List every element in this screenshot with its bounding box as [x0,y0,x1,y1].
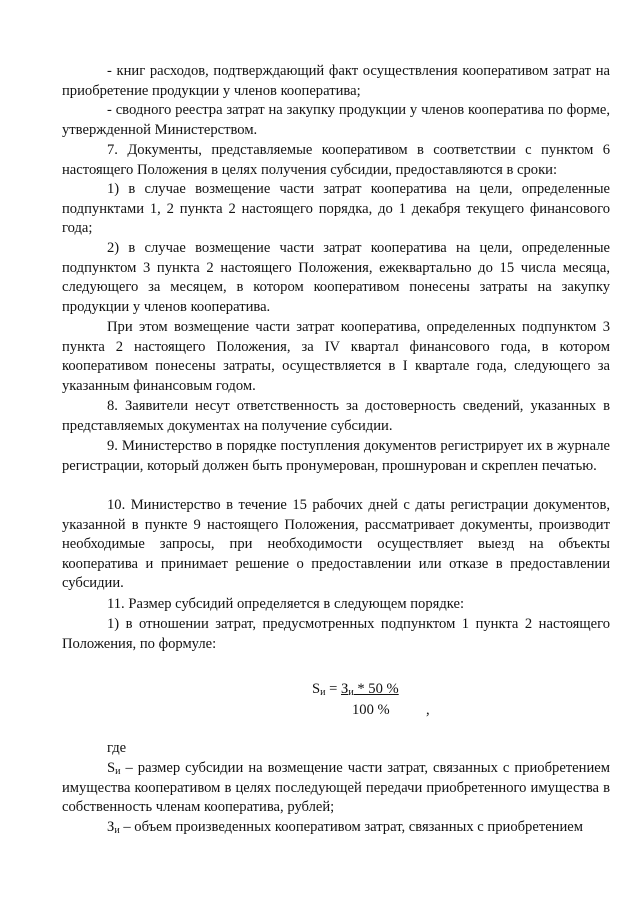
formula-comma: , [426,702,430,718]
definition-s: $S_и$ – размер субсидии на возмещение части затрат, связанных с приобретением имущества кооперативом в целях последующей передачи приобретенного имущества в собственность членам кооператива, рублей; [62,760,610,816]
where-label: где [107,740,127,756]
paragraph-11-1: 1) в отношении затрат, предусмотренных подпунктом 1 пункта 2 настоящего Положения, по формуле: [62,616,610,652]
definition-z: $З_и$ – объем произведенных кооперативом затрат, связанных с приобретением [107,819,584,836]
paragraph-7-2: 2) в случае возмещение части затрат кооператива на цели, определенные подпунктом 3 пункта 2 настоящего Положения, ежеквартально до 15 числа месяца, следующего за месяцем, в котором кооперативом понесены затраты на закупку продукции у членов кооператива. [62,240,610,315]
formula-denominator: 100 % [352,702,390,718]
paragraph-7: 7. Документы, представляемые кооперативом в соответствии с пунктом 6 настоящего Положения в целях получения субсидии, предоставляются в сроки: [62,142,610,178]
paragraph-7-note: При этом возмещение части затрат кооператива, определенных подпунктом 3 пункта 2 настоящего Положения, за IV квартал финансового года, в котором кооперативом понесены затраты, осуществляется в I квартале года, следующего за указанным финансовым годом. [62,319,610,394]
paragraph-books: - книг расходов, подтверждающий факт осуществления кооперативом затрат на приобретение продукции у членов кооператива; [62,63,610,99]
paragraph-8: 8. Заявители несут ответственность за достоверность сведений, указанных в представляемых документах на получение субсидии. [62,398,610,434]
paragraph-registry: - сводного реестра затрат на закупку продукции у членов кооператива по форме, утвержденной Министерством. [62,102,610,138]
paragraph-10: 10. Министерство в течение 15 рабочих дней с даты регистрации документов, указанной в пункте 9 настоящего Положения, рассматривает документы, производит необходимые запросы, при необходимости осуществляет выезд на объекты кооператива и принимает решение о предоставлении или отказе в предоставлении субсидии. [62,497,610,592]
paragraph-11: 11. Размер субсидий определяется в следующем порядке: [107,596,465,612]
paragraph-9: 9. Министерство в порядке поступления документов регистрирует их в журнале регистрации, который должен быть пронумерован, прошнурован и скреплен печатью. [62,438,610,474]
formula-numerator: $S_и = З_и * 50$ % [312,681,399,698]
paragraph-7-1: 1) в случае возмещение части затрат кооператива на цели, определенные подпунктами 1, 2 пункта 2 настоящего порядка, до 1 декабря текущего финансового года; [62,181,610,237]
